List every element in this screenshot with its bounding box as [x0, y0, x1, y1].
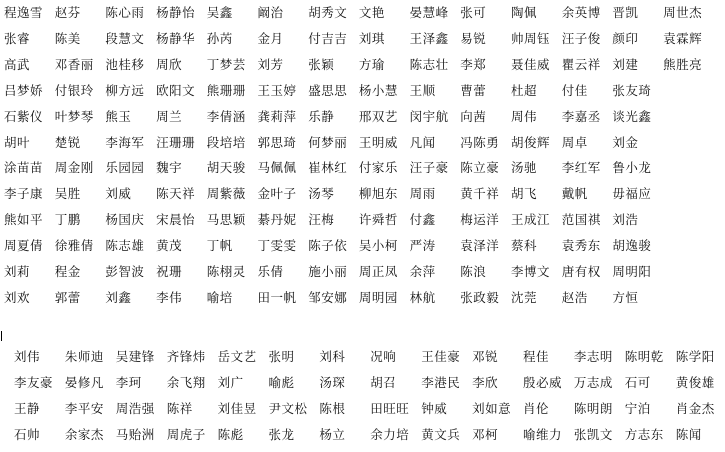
name-cell: 胡秀文 — [308, 5, 348, 20]
name-cell: 段培培 — [206, 134, 246, 150]
name-row — [0, 2, 725, 24]
name-row — [0, 28, 725, 50]
name-cell: 马思颖 — [206, 212, 246, 228]
name-cell: 龚莉萍 — [257, 108, 297, 124]
name-cell: 陈闻 — [675, 426, 702, 442]
name-cell: 石可 — [624, 374, 651, 390]
name-cell: 陈志壮 — [409, 56, 449, 72]
name-cell: 况响 — [370, 349, 397, 364]
name-row — [0, 261, 725, 283]
name-cell: 程金 — [54, 264, 81, 279]
name-cell: 袁泽洋 — [460, 238, 500, 254]
name-cell: 鲁小龙 — [612, 160, 652, 176]
name-row — [0, 54, 725, 76]
name-cell: 程逸雪 — [4, 5, 44, 20]
name-cell: 宋晨怡 — [156, 212, 196, 228]
name-cell: 付家乐 — [358, 160, 398, 176]
name-cell: 乐园园 — [105, 160, 145, 176]
name-cell: 瞿云祥 — [561, 56, 601, 72]
name-cell: 刘浩 — [612, 212, 639, 228]
name-cell: 周明园 — [358, 289, 398, 305]
name-cell: 何梦丽 — [308, 134, 348, 150]
name-cell: 林航 — [409, 289, 436, 305]
name-cell: 欧阳文 — [156, 82, 196, 98]
name-cell: 钟威 — [421, 400, 448, 416]
name-cell: 杜超 — [511, 82, 538, 98]
name-cell: 闵宇航 — [409, 108, 449, 124]
name-cell: 严涛 — [409, 238, 436, 254]
name-cell: 余飞翔 — [166, 374, 206, 390]
name-cell: 付鑫 — [409, 212, 436, 228]
name-cell: 周伟 — [511, 108, 538, 124]
name-cell: 周兰 — [156, 108, 183, 124]
name-cell: 石紫仪 — [4, 108, 44, 124]
name-cell: 陈美 — [54, 30, 81, 46]
name-cell: 晋凯 — [612, 5, 639, 20]
name-cell: 汪梅 — [308, 212, 335, 228]
name-cell: 金叶子 — [257, 186, 297, 202]
name-cell: 李子康 — [4, 186, 44, 202]
name-cell: 张睿 — [4, 30, 31, 46]
name-cell: 吴小柯 — [358, 238, 398, 254]
name-cell: 杨小慧 — [358, 82, 398, 98]
name-cell: 吴胜 — [54, 186, 81, 202]
name-cell: 张颖 — [308, 56, 335, 72]
name-cell: 陈志雄 — [105, 238, 145, 254]
name-cell: 戴帆 — [561, 186, 588, 202]
name-cell: 汤驰 — [511, 160, 538, 176]
name-cell: 郭思琦 — [257, 134, 297, 150]
name-row — [0, 346, 725, 368]
name-cell: 陈浪 — [460, 264, 487, 279]
name-cell: 汪珊珊 — [156, 134, 196, 150]
name-cell: 吕梦娇 — [4, 82, 44, 98]
name-cell: 张龙 — [268, 426, 295, 442]
name-cell: 唐有权 — [561, 264, 601, 279]
name-cell: 刘金 — [612, 134, 639, 150]
name-cell: 蔡科 — [511, 238, 538, 254]
name-cell: 喻培 — [206, 289, 233, 305]
name-cell: 丁雯雯 — [257, 238, 297, 254]
name-cell: 柳旭东 — [358, 186, 398, 202]
name-cell: 吴建锋 — [115, 349, 155, 364]
name-cell: 刘威 — [105, 186, 132, 202]
name-cell: 崔林红 — [308, 160, 348, 176]
name-cell: 颜印 — [612, 30, 639, 46]
name-row — [0, 424, 725, 446]
name-cell: 叶梦琴 — [54, 108, 94, 124]
name-cell: 陈彪 — [217, 426, 244, 442]
name-cell: 张友琦 — [612, 82, 652, 98]
name-cell: 熊珊珊 — [206, 82, 246, 98]
name-cell: 聂佳威 — [511, 56, 551, 72]
name-cell: 曹蕾 — [460, 82, 487, 98]
name-cell: 范国祺 — [561, 212, 601, 228]
name-cell: 晏修凡 — [64, 374, 104, 390]
name-cell: 段慧文 — [105, 30, 145, 46]
name-cell: 胡叶 — [4, 134, 31, 150]
name-cell: 周浩强 — [115, 400, 155, 416]
name-row — [0, 132, 725, 154]
name-cell: 李伟 — [156, 289, 183, 305]
name-cell: 王顺 — [409, 82, 436, 98]
name-cell: 余萍 — [409, 264, 436, 279]
name-cell: 黄茂 — [156, 238, 183, 254]
name-cell: 陶佩 — [511, 5, 538, 20]
name-cell: 汤琛 — [319, 374, 346, 390]
name-cell: 谈光鑫 — [612, 108, 652, 124]
name-cell: 陈栩灵 — [206, 264, 246, 279]
name-cell: 周正凤 — [358, 264, 398, 279]
name-cell: 田一帆 — [257, 289, 297, 305]
name-cell: 杨立 — [319, 426, 346, 442]
name-cell: 李嘉丞 — [561, 108, 601, 124]
name-cell: 易锐 — [460, 30, 487, 46]
name-cell: 李友豪 — [14, 374, 54, 390]
name-cell: 熊玉 — [105, 108, 132, 124]
name-cell: 刘建 — [612, 56, 639, 72]
name-row — [0, 157, 725, 179]
name-cell: 赵浩 — [561, 289, 588, 305]
name-cell: 马佩佩 — [257, 160, 297, 176]
name-cell: 尹文松 — [268, 400, 308, 416]
name-cell: 万志成 — [573, 374, 613, 390]
name-cell: 李红军 — [561, 160, 601, 176]
name-cell: 田旺旺 — [370, 400, 410, 416]
name-cell: 喻维力 — [523, 426, 563, 442]
name-cell: 余力培 — [370, 426, 410, 442]
name-cell: 程佳 — [523, 349, 550, 364]
name-cell: 胡天骏 — [206, 160, 246, 176]
name-cell: 肖金杰 — [675, 400, 715, 416]
name-row — [0, 106, 725, 128]
name-cell: 周卓 — [561, 134, 588, 150]
name-cell: 刘鑫 — [105, 289, 132, 305]
name-cell: 余英博 — [561, 5, 601, 20]
name-row — [0, 235, 725, 257]
name-row — [0, 80, 725, 102]
name-cell: 祝珊 — [156, 264, 183, 279]
name-cell: 刘广 — [217, 374, 244, 390]
name-cell: 陈心雨 — [105, 5, 145, 20]
name-cell: 殷必威 — [523, 374, 563, 390]
name-cell: 陈明乾 — [624, 349, 664, 364]
name-cell: 刘科 — [319, 349, 346, 364]
name-cell: 周金刚 — [54, 160, 94, 176]
name-cell: 凡闻 — [409, 134, 436, 150]
name-cell: 陈天祥 — [156, 186, 196, 202]
name-cell: 刘莉 — [4, 264, 31, 279]
name-cell: 熊胜亮 — [663, 56, 703, 72]
name-cell: 丁鹏 — [54, 212, 81, 228]
name-cell: 高武 — [4, 56, 31, 72]
name-cell: 涂苗苗 — [4, 160, 44, 176]
name-cell: 许舜哲 — [358, 212, 398, 228]
name-cell: 刘琪 — [358, 30, 385, 46]
name-cell: 张政毅 — [460, 289, 500, 305]
name-cell: 邹安娜 — [308, 289, 348, 305]
name-cell: 邓柯 — [472, 426, 499, 442]
name-cell: 阚治 — [257, 5, 284, 20]
name-cell: 黄文兵 — [421, 426, 461, 442]
name-cell: 刘欢 — [4, 289, 31, 305]
name-cell: 张凯文 — [573, 426, 613, 442]
name-cell: 毋福应 — [612, 186, 652, 202]
name-cell: 周明阳 — [612, 264, 652, 279]
name-cell: 黄俊雄 — [675, 374, 715, 390]
name-cell: 胡召 — [370, 374, 397, 390]
text-cursor — [1, 331, 2, 341]
name-cell: 李欣 — [472, 374, 499, 390]
name-cell: 张可 — [460, 5, 487, 20]
name-cell: 王成江 — [511, 212, 551, 228]
name-cell: 李倩涵 — [206, 108, 246, 124]
name-cell: 方志东 — [624, 426, 664, 442]
name-cell: 陈祥 — [166, 400, 193, 416]
name-cell: 张明 — [268, 349, 295, 364]
name-cell: 丁梦芸 — [206, 56, 246, 72]
name-cell: 刘伟 — [14, 349, 41, 364]
name-cell: 王明威 — [358, 134, 398, 150]
name-cell: 丁帆 — [206, 238, 233, 254]
name-cell: 周雨 — [409, 186, 436, 202]
name-cell: 乐倩 — [257, 264, 284, 279]
name-cell: 李港民 — [421, 374, 461, 390]
name-cell: 李郑 — [460, 56, 487, 72]
name-cell: 周虎子 — [166, 426, 206, 442]
name-cell: 王静 — [14, 400, 41, 416]
name-row — [0, 372, 725, 394]
name-cell: 齐锋炜 — [166, 349, 206, 364]
name-cell: 陈明朗 — [573, 400, 613, 416]
name-cell: 周世杰 — [663, 5, 703, 20]
name-cell: 郭蕾 — [54, 289, 81, 305]
name-cell: 胡飞 — [511, 186, 538, 202]
name-cell: 方恒 — [612, 289, 639, 305]
name-cell: 向茜 — [460, 108, 487, 124]
name-cell: 刘芳 — [257, 56, 284, 72]
name-cell: 施小丽 — [308, 264, 348, 279]
name-cell: 冯陈勇 — [460, 134, 500, 150]
name-cell: 袁霖辉 — [663, 30, 703, 46]
name-cell: 熊如平 — [4, 212, 44, 228]
name-cell: 池桂移 — [105, 56, 145, 72]
name-cell: 刘如意 — [472, 400, 512, 416]
name-cell: 金月 — [257, 30, 284, 46]
name-cell: 王玉婷 — [257, 82, 297, 98]
name-cell: 付佳 — [561, 82, 588, 98]
name-cell: 马贻洲 — [115, 426, 155, 442]
name-cell: 邢双艺 — [358, 108, 398, 124]
name-cell: 胡逸骏 — [612, 238, 652, 254]
name-cell: 沈莞 — [511, 289, 538, 305]
name-row — [0, 398, 725, 420]
name-cell: 李珂 — [115, 374, 142, 390]
name-cell: 付吉吉 — [308, 30, 348, 46]
name-cell: 魏宇 — [156, 160, 183, 176]
name-cell: 岳文艺 — [217, 349, 257, 364]
name-cell: 孙芮 — [206, 30, 233, 46]
name-cell: 袁秀东 — [561, 238, 601, 254]
name-cell: 文艳 — [358, 5, 385, 20]
name-cell: 徐雅倩 — [54, 238, 94, 254]
name-cell: 刘佳昱 — [217, 400, 257, 416]
name-cell: 宁泊 — [624, 400, 651, 416]
name-cell: 陈学阳 — [675, 349, 715, 364]
name-cell: 晏慧峰 — [409, 5, 449, 20]
name-cell: 周紫薇 — [206, 186, 246, 202]
name-cell: 喻彪 — [268, 374, 295, 390]
name-cell: 赵芬 — [54, 5, 81, 20]
name-cell: 邓锐 — [472, 349, 499, 364]
name-cell: 杨静怡 — [156, 5, 196, 20]
name-cell: 乐静 — [308, 108, 335, 124]
name-cell: 杨静华 — [156, 30, 196, 46]
name-cell: 肖伦 — [523, 400, 550, 416]
name-cell: 李志明 — [573, 349, 613, 364]
name-cell: 李海军 — [105, 134, 145, 150]
name-cell: 汤琴 — [308, 186, 335, 202]
name-cell: 吴鑫 — [206, 5, 233, 20]
name-cell: 盛思思 — [308, 82, 348, 98]
name-row — [0, 287, 725, 309]
name-cell: 李平安 — [64, 400, 104, 416]
name-cell: 汪子豪 — [409, 160, 449, 176]
name-cell: 胡俊辉 — [511, 134, 551, 150]
name-cell: 朱师迪 — [64, 349, 104, 364]
name-cell: 余家杰 — [64, 426, 104, 442]
name-row — [0, 183, 725, 205]
name-cell: 石帅 — [14, 426, 41, 442]
name-cell: 彭智波 — [105, 264, 145, 279]
name-cell: 綦丹妮 — [257, 212, 297, 228]
name-cell: 付银玲 — [54, 82, 94, 98]
name-cell: 周欣 — [156, 56, 183, 72]
name-cell: 周夏倩 — [4, 238, 44, 254]
name-cell: 楚锐 — [54, 134, 81, 150]
name-cell: 柳方远 — [105, 82, 145, 98]
name-cell: 陈立豪 — [460, 160, 500, 176]
name-cell: 李博文 — [511, 264, 551, 279]
name-cell: 王泽鑫 — [409, 30, 449, 46]
name-cell: 黄千祥 — [460, 186, 500, 202]
name-row — [0, 209, 725, 231]
name-cell: 帅周钰 — [511, 30, 551, 46]
name-cell: 邓香丽 — [54, 56, 94, 72]
name-cell: 梅运洋 — [460, 212, 500, 228]
name-cell: 陈根 — [319, 400, 346, 416]
name-cell: 杨国庆 — [105, 212, 145, 228]
name-cell: 汪子俊 — [561, 30, 601, 46]
name-cell: 王佳豪 — [421, 349, 461, 364]
name-cell: 陈子依 — [308, 238, 348, 254]
name-cell: 方瑜 — [358, 56, 385, 72]
